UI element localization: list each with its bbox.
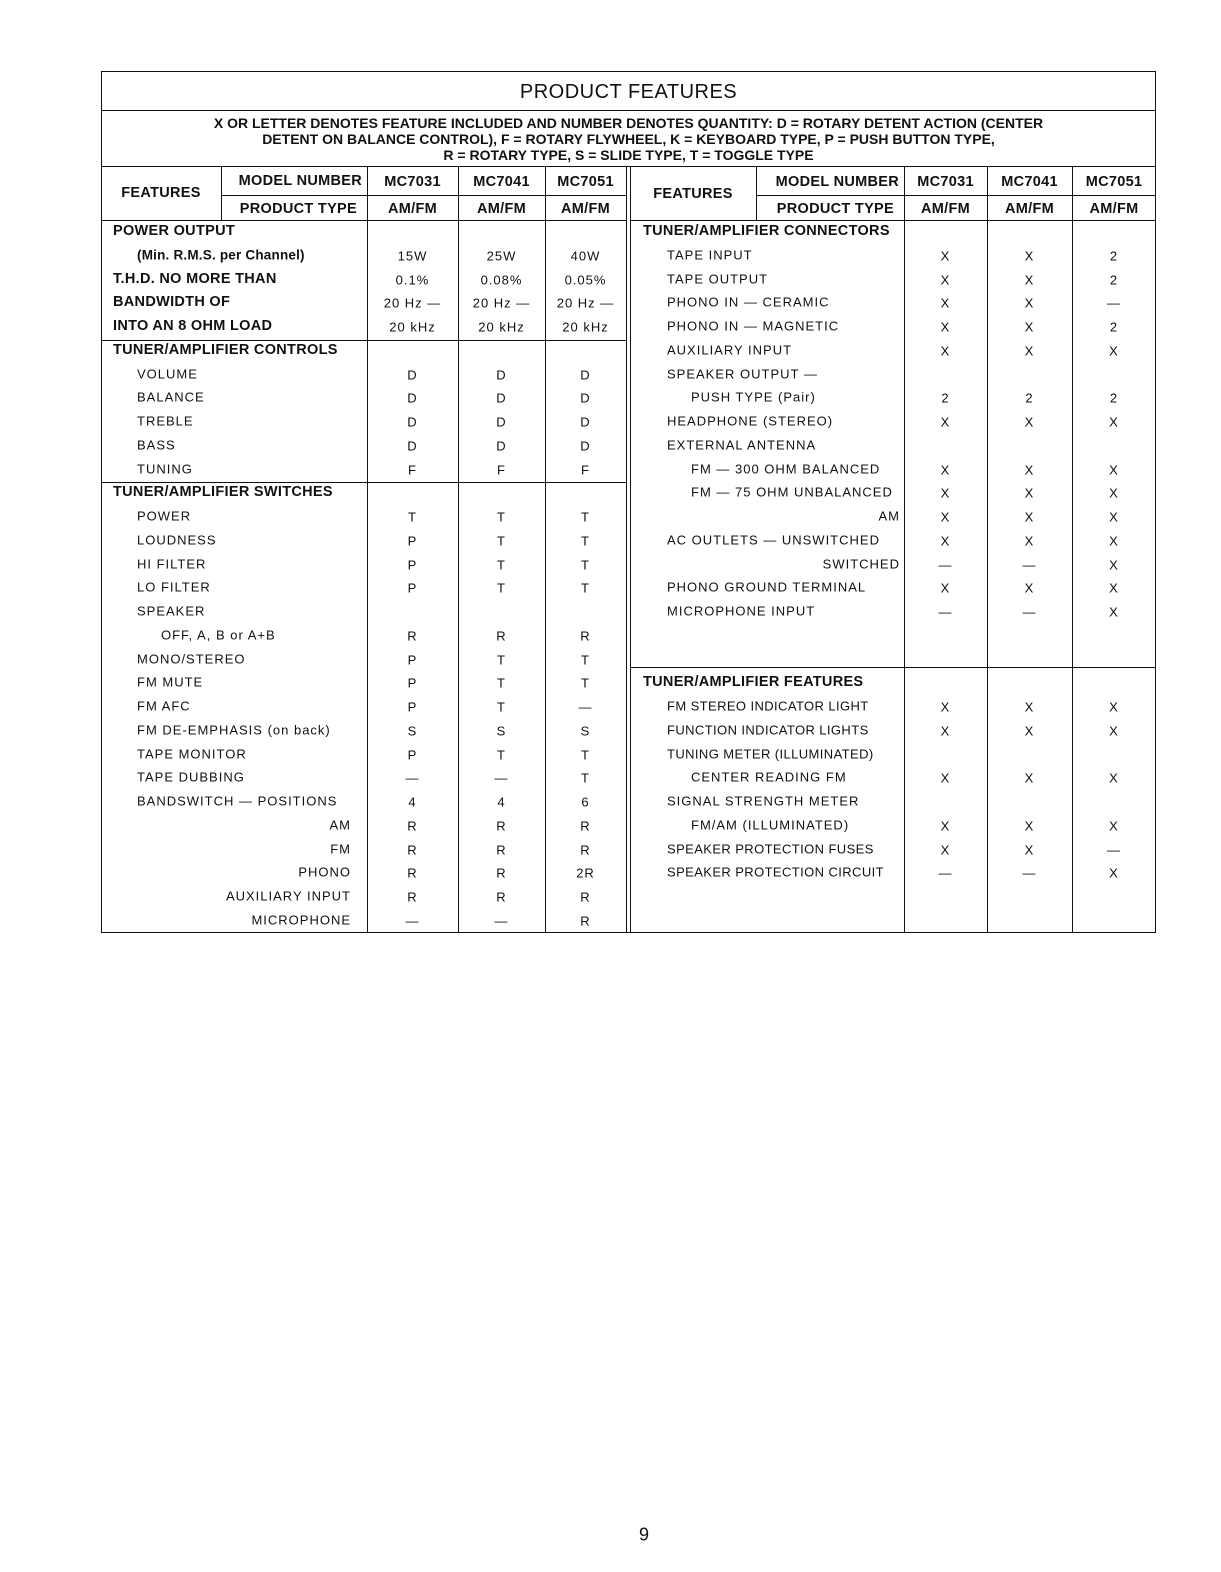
cell-value: P (407, 747, 418, 762)
cell-value: X (1109, 818, 1119, 834)
cell-value: X (1024, 462, 1035, 477)
cell-value: 2 (1109, 248, 1119, 264)
cell-value: X (940, 485, 951, 501)
cell-value: R (407, 889, 418, 905)
cell-value: P (407, 675, 418, 691)
cell-value: P (407, 699, 418, 715)
row-label: LO FILTER (137, 579, 211, 595)
cell-value: X (1109, 580, 1119, 596)
model-number: MC7041 (1001, 174, 1058, 190)
cell-value: T (497, 652, 506, 667)
cell-value: 20 Hz — (472, 295, 531, 311)
header-bottom-rule (630, 220, 1156, 221)
cell-value: X (1109, 533, 1119, 549)
section-divider (626, 166, 627, 933)
row-label: HI FILTER (137, 556, 207, 571)
cell-value: X (1024, 248, 1035, 264)
cell-value: X (940, 509, 951, 525)
product-type: AM/FM (387, 201, 438, 217)
row-label: SPEAKER OUTPUT — (667, 366, 818, 381)
row-label: VOLUME (137, 366, 198, 381)
cell-value: D (580, 414, 591, 430)
model-number: MC7031 (917, 174, 974, 190)
row-label: AUXILIARY INPUT (667, 342, 793, 358)
row-label: FM/AM (ILLUMINATED) (691, 817, 850, 833)
cell-value: 2 (1109, 272, 1119, 287)
section-rule (630, 667, 1156, 668)
cell-value: D (580, 390, 591, 406)
legend-line: R = ROTARY TYPE, S = SLIDE TYPE, T = TOGGLE TYPE (443, 147, 814, 163)
cell-value: P (407, 533, 418, 549)
model-number: MC7051 (557, 174, 614, 190)
cell-value: — (1022, 604, 1037, 620)
cell-value: R (580, 818, 591, 834)
row-label: PHONO IN — MAGNETIC (667, 318, 840, 334)
cell-value: X (940, 699, 951, 715)
col-rule (458, 166, 459, 933)
cell-value: T (497, 747, 506, 762)
row-label: SPEAKER (137, 603, 206, 619)
cell-value: X (1109, 699, 1119, 715)
row-label: POWER OUTPUT (113, 223, 236, 239)
cell-value: 40W (570, 248, 601, 264)
cell-value: X (1109, 485, 1119, 501)
cell-value: R (407, 628, 418, 644)
row-label: TAPE INPUT (667, 247, 753, 263)
row-label: T.H.D. NO MORE THAN (113, 270, 277, 287)
cell-value: D (407, 390, 418, 406)
cell-value: X (1109, 509, 1119, 525)
row-label: FM — 75 OHM UNBALANCED (691, 484, 893, 500)
cell-value: 0.1% (395, 272, 430, 287)
cell-value: T (497, 557, 506, 572)
row-label: MONO/STEREO (137, 651, 246, 666)
cell-value: T (497, 580, 506, 596)
cell-value: R (580, 913, 591, 929)
row-label: TUNER/AMPLIFIER CONTROLS (113, 341, 338, 358)
cell-value: X (1024, 319, 1035, 335)
col-rule (904, 166, 905, 933)
cell-value: R (496, 818, 507, 834)
cell-value: — (938, 604, 953, 620)
cell-value: 20 Hz — (383, 295, 442, 311)
cell-value: X (940, 414, 951, 430)
cell-value: 4 (408, 794, 417, 810)
cell-value: X (940, 319, 951, 335)
cell-value: T (581, 557, 590, 572)
model-number: MC7041 (473, 174, 530, 190)
row-label: FM DE-EMPHASIS (on back) (137, 722, 331, 738)
header-mid-rule (221, 195, 626, 196)
features-header: FEATURES (121, 185, 201, 201)
section-divider (630, 166, 631, 933)
row-label: LOUDNESS (137, 532, 217, 548)
cell-value: — (405, 913, 420, 929)
row-label: AC OUTLETS — UNSWITCHED (667, 532, 880, 548)
cell-value: X (1024, 272, 1035, 287)
model-number-label: MODEL NUMBER (775, 174, 899, 190)
cell-value: D (496, 367, 507, 382)
row-label: FM MUTE (137, 674, 204, 690)
cell-value: X (1024, 295, 1035, 311)
section-rule (101, 482, 626, 483)
cell-value: 20 kHz (562, 319, 609, 335)
cell-value: 2 (1025, 390, 1034, 406)
cell-value: X (1024, 842, 1035, 857)
model-number: MC7031 (384, 174, 441, 190)
cell-value: — (1107, 295, 1121, 311)
cell-value: X (1024, 818, 1035, 834)
cell-value: R (407, 818, 418, 834)
cell-value: 2 (1109, 390, 1119, 406)
cell-value: X (940, 818, 951, 834)
cell-value: T (497, 675, 506, 691)
cell-value: X (1024, 533, 1035, 549)
row-label: AUXILIARY INPUT (225, 888, 351, 904)
cell-value: X (940, 343, 951, 359)
row-label: TAPE OUTPUT (667, 271, 769, 286)
legend-line: DETENT ON BALANCE CONTROL), F = ROTARY FLYWHEEL, K = KEYBOARD TYPE, P = PUSH BUTTON TYPE, (262, 131, 995, 147)
legend-line: X OR LETTER DENOTES FEATURE INCLUDED AND NUMBER DENOTES QUANTITY: D = ROTARY DETENT ACTION (CENTER (213, 115, 1044, 131)
row-label: FM STEREO INDICATOR LIGHT (667, 698, 869, 714)
cell-value: S (496, 723, 507, 739)
cell-value: R (496, 842, 507, 857)
cell-value: F (408, 462, 417, 477)
col-rule (545, 166, 546, 933)
cell-value: T (497, 699, 506, 715)
product-type-label: PRODUCT TYPE (239, 201, 357, 217)
cell-value: X (1109, 462, 1119, 477)
header-top-rule (101, 166, 1156, 167)
cell-value: — (1022, 557, 1037, 572)
row-label: TREBLE (137, 413, 194, 429)
model-number: MC7051 (1085, 174, 1143, 190)
cell-value: D (496, 438, 507, 454)
cell-value: X (1109, 723, 1119, 739)
cell-value: X (1109, 414, 1119, 430)
row-label: AM (329, 817, 351, 833)
cell-value: — (938, 865, 953, 881)
row-label: AM (878, 508, 900, 524)
cell-value: 0.05% (564, 272, 607, 287)
cell-value: — (1022, 865, 1037, 881)
cell-value: X (940, 272, 951, 287)
cell-value: — (578, 699, 593, 715)
cell-value: D (496, 390, 507, 406)
row-label: HEADPHONE (STEREO) (667, 413, 834, 429)
cell-value: X (1024, 414, 1035, 430)
table-title: PRODUCT FEATURES (519, 81, 738, 103)
cell-value: R (496, 628, 507, 644)
row-label: FM (330, 841, 351, 856)
row-label: CENTER READING FM (691, 769, 847, 785)
row-label: MICROPHONE INPUT (667, 603, 816, 619)
row-label: BANDWIDTH OF (113, 294, 231, 311)
col-rule (756, 166, 757, 220)
cell-value: T (581, 747, 590, 762)
cell-value: R (580, 889, 591, 905)
row-label: BANDSWITCH — POSITIONS (137, 793, 338, 809)
cell-value: D (407, 438, 418, 454)
cell-value: R (407, 865, 418, 881)
cell-value: X (1109, 604, 1119, 620)
page-number: 9 (638, 1524, 650, 1545)
cell-value: D (407, 414, 418, 430)
cell-value: X (1024, 485, 1035, 501)
cell-value: — (494, 770, 509, 786)
col-rule (1072, 166, 1073, 933)
row-label: FM — 300 OHM BALANCED (691, 461, 881, 476)
cell-value: — (938, 557, 953, 572)
row-label: MICROPHONE (251, 912, 351, 928)
cell-value: R (580, 842, 591, 857)
row-label: SWITCHED (822, 556, 900, 571)
cell-value: T (581, 533, 590, 549)
product-type: AM/FM (1089, 201, 1139, 217)
row-label: PHONO GROUND TERMINAL (667, 579, 867, 595)
legend-note (102, 110, 1155, 166)
cell-value: X (940, 248, 951, 264)
model-number-label: MODEL NUMBER (238, 173, 362, 189)
cell-value: R (496, 865, 507, 881)
cell-value: 2 (941, 390, 950, 406)
cell-value: 0.08% (480, 272, 523, 287)
product-type: AM/FM (476, 201, 527, 217)
row-label: POWER (137, 508, 192, 524)
row-label: SPEAKER PROTECTION CIRCUIT (667, 864, 884, 880)
col-rule (221, 166, 222, 220)
cell-value: X (1109, 343, 1119, 359)
cell-value: 4 (497, 794, 506, 810)
cell-value: D (496, 414, 507, 430)
cell-value: X (1024, 343, 1035, 359)
cell-value: F (497, 462, 506, 477)
product-type-label: PRODUCT TYPE (776, 201, 894, 217)
product-type: AM/FM (1004, 201, 1055, 217)
cell-value: 20 kHz (478, 319, 525, 335)
cell-value: X (1109, 557, 1119, 572)
cell-value: X (1024, 699, 1035, 715)
product-type: AM/FM (560, 201, 611, 217)
row-label: PUSH TYPE (Pair) (691, 389, 816, 405)
section-rule (101, 340, 626, 341)
cell-value: R (580, 628, 591, 644)
cell-value: S (407, 723, 418, 739)
cell-value: T (581, 770, 590, 786)
cell-value: T (581, 652, 590, 667)
col-rule (367, 166, 368, 933)
cell-value: T (581, 675, 590, 691)
row-label: FM AFC (137, 698, 191, 714)
cell-value: 20 Hz — (556, 295, 615, 311)
cell-value: D (407, 367, 418, 382)
row-label: TUNER/AMPLIFIER FEATURES (643, 674, 864, 691)
cell-value: X (940, 842, 951, 857)
cell-value: S (580, 723, 591, 739)
col-rule (987, 166, 988, 933)
header-mid-rule (756, 195, 1156, 196)
product-type: AM/FM (920, 201, 971, 217)
cell-value: — (494, 913, 509, 929)
row-label: (Min. R.M.S. per Channel) (137, 247, 305, 263)
cell-value: D (580, 438, 591, 454)
cell-value: X (940, 580, 951, 596)
row-label: TAPE MONITOR (137, 746, 247, 761)
cell-value: 15W (397, 248, 428, 264)
cell-value: R (496, 889, 507, 905)
row-label: TUNING METER (ILLUMINATED) (667, 746, 874, 761)
row-label: SIGNAL STRENGTH METER (667, 793, 860, 809)
row-label: PHONO IN — CERAMIC (667, 294, 830, 310)
row-label: INTO AN 8 OHM LOAD (113, 318, 273, 334)
cell-value: 25W (486, 248, 517, 264)
cell-value: R (407, 842, 418, 857)
cell-value: 20 kHz (389, 319, 436, 335)
cell-value: X (1024, 509, 1035, 525)
row-label: EXTERNAL ANTENNA (667, 437, 817, 453)
row-label: TUNING (137, 461, 193, 476)
cell-value: T (581, 509, 590, 525)
row-label: TAPE DUBBING (137, 769, 245, 785)
row-label: TUNER/AMPLIFIER SWITCHES (113, 484, 333, 501)
cell-value: T (581, 580, 590, 596)
cell-value: X (1024, 770, 1035, 786)
cell-value: F (581, 462, 590, 477)
cell-value: T (497, 509, 506, 525)
cell-value: P (407, 652, 418, 667)
cell-value: X (1109, 770, 1119, 786)
features-header: FEATURES (653, 186, 733, 202)
cell-value: 6 (581, 794, 590, 810)
row-label: FUNCTION INDICATOR LIGHTS (667, 722, 869, 738)
cell-value: X (940, 533, 951, 549)
cell-value: P (407, 557, 418, 572)
row-label: BASS (137, 437, 176, 453)
cell-value: 2 (1109, 319, 1119, 335)
row-label: OFF, A, B or A+B (161, 627, 276, 643)
row-label: BALANCE (137, 389, 205, 405)
cell-value: — (405, 770, 420, 786)
cell-value: X (940, 723, 951, 739)
cell-value: D (580, 367, 591, 382)
cell-value: X (940, 770, 951, 786)
cell-value: P (407, 580, 418, 596)
cell-value: — (1107, 842, 1121, 857)
row-label: SPEAKER PROTECTION FUSES (667, 841, 874, 856)
cell-value: 2R (576, 865, 595, 881)
cell-value: X (940, 295, 951, 311)
cell-value: T (497, 533, 506, 549)
row-label: PHONO (298, 864, 351, 880)
cell-value: X (1024, 580, 1035, 596)
row-label: TUNER/AMPLIFIER CONNECTORS (643, 223, 890, 239)
cell-value: X (1024, 723, 1035, 739)
header-bottom-rule (101, 220, 626, 221)
cell-value: X (940, 462, 951, 477)
cell-value: X (1109, 865, 1119, 881)
cell-value: T (408, 509, 417, 525)
